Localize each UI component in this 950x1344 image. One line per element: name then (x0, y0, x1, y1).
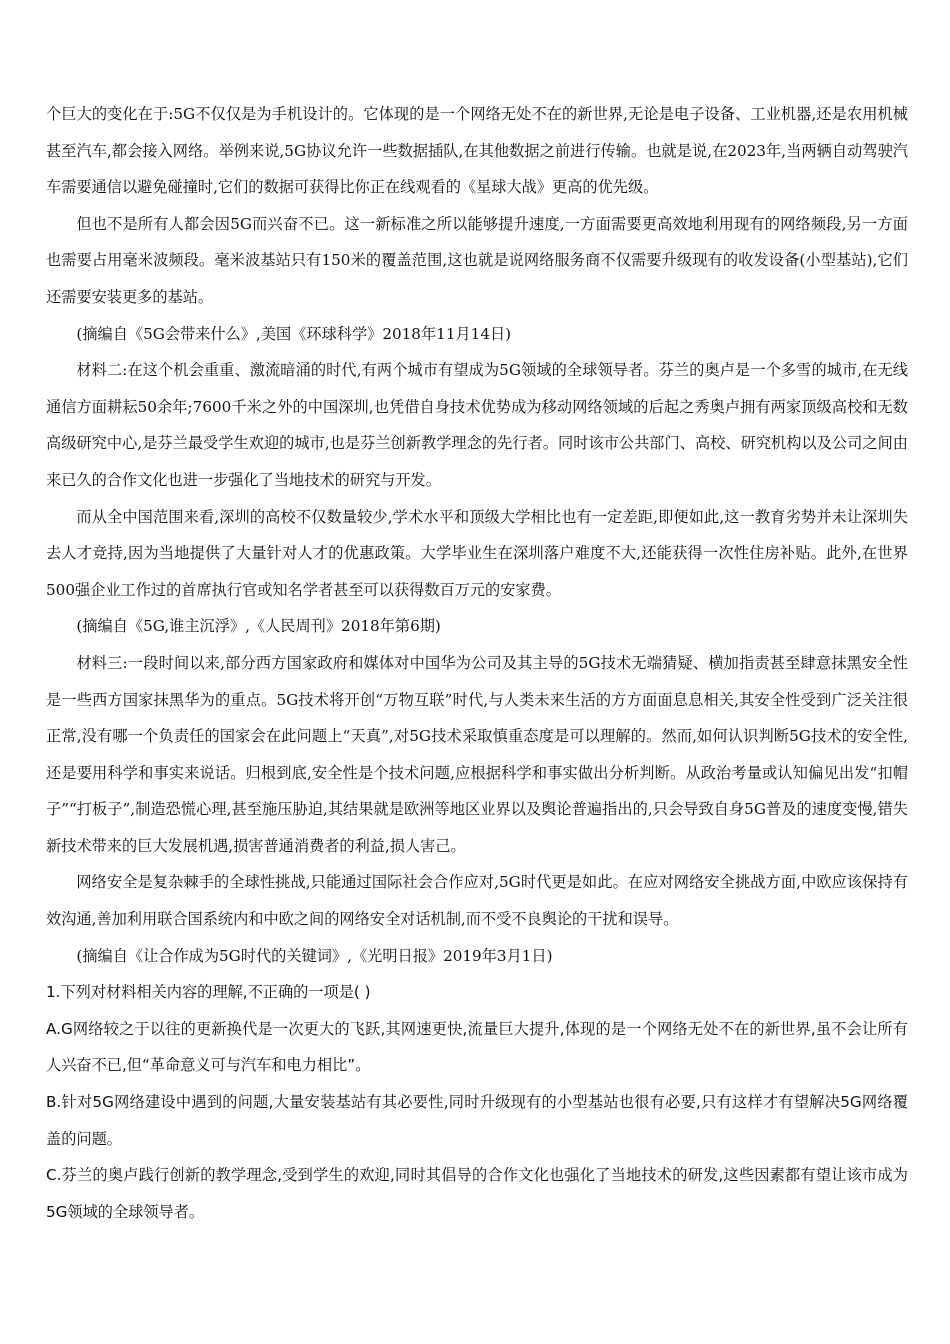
question-stem: 1.下列对材料相关内容的理解,不正确的一项是( ) (46, 983, 371, 1002)
question-option-a: A.G网络较之于以往的更新换代是一次更大的飞跃,其网速更快,流量巨大提升,体现的是一个网络无处不在的新世界,虽不会让所有人兴奋不已,但“革命意义可与汽车和电力相比”。 (46, 1019, 908, 1075)
source-citation: (摘编自《5G会带来什么》,美国《环球科学》2018年11月14日) (76, 324, 512, 343)
paragraph: 但也不是所有人都会因5G而兴奋不已。这一新标准之所以能够提升速度,一方面需要更高效地利用现有的网络频段,另一方面也需要占用毫米波频段。毫米波基站只有150米的覆盖范围,这也就是说网络服务商不仅需要升级现有的收发设备(小型基站),它们还需要安装更多的基站。 (46, 214, 908, 306)
paragraph: 而从全中国范围来看,深圳的高校不仅数量较少,学术水平和顶级大学相比也有一定差距,即便如此,这一教育劣势并未让深圳失去人才竞持,因为当地提供了大量针对人才的优惠政策。大学毕业生在深圳落户难度不大,还能获得一次性住房补贴。此外,在世界500强企业工作过的首席执行官或知名学者甚至可以获得数百万元的安家费。 (46, 507, 908, 599)
paragraph: 个巨大的变化在于:5G不仅仅是为手机设计的。它体现的是一个网络无处不在的新世界,无论是电子设备、工业机器,还是农用机械甚至汽车,都会接入网络。举例来说,5G协议允许一些数据插队,在其他数据之前进行传输。也就是说,在2023年,当两辆自动驾驶汽车需要通信以避免碰撞时,它们的数据可获得比你正在线观看的《星球大战》更高的优先级。 (46, 105, 908, 197)
question-option-c: C.芬兰的奥卢践行创新的教学理念,受到学生的欢迎,同时其倡导的合作文化也强化了当地技术的研发,这些因素都有望让该市成为5G领域的全球领导者。 (46, 1166, 908, 1221)
paragraph: 材料三:一段时间以来,部分西方国家政府和媒体对中国华为公司及其主导的5G技术无端猜疑、横加指责甚至肆意抹黑安全性是一些西方国家抹黑华为的重点。5G技术将开创“万物互联”时代,与人类未来生活的方方面面息息相关,其安全性受到广泛关注很正常,没有哪一个负责任的国家会在此问题上“天真”,对5G技术采取慎重态度是可以理解的。然而,如何认识判断5G技术的安全性,还是要用科学和事实来说话。归根到底,安全性是个技术问题,应根据科学和事实做出分析判断。从政治考量或认知偏见出发“扣帽子”“打板子”,制造恐慌心理,甚至施压胁迫,其结果就是欧洲等地区业界以及舆论普遍指出的,只会导致自身5G普及的速度变慢,错失新技术带来的巨大发展机遇,损害普通消费者的利益,损人害己。 (46, 653, 908, 855)
document-page (46, 96, 908, 1230)
paragraph: 材料二:在这个机会重重、激流暗涌的时代,有两个城市有望成为5G领域的全球领导者。芬兰的奥卢是一个多雪的城市,在无线通信方面耕耘50余年;7600千米之外的中国深圳,也凭借自身技术优势成为移动网络领域的后起之秀奥卢拥有两家顶级高校和无数高级研究中心,是芬兰最受学生欢迎的城市,也是芬兰创新教学理念的先行者。同时该市公共部门、高校、研究机构以及公司之间由来已久的合作文化也进一步强化了当地技术的研究与开发。 (46, 361, 908, 489)
question-option-b: B.针对5G网络建设中遇到的问题,大量安装基站有其必要性,同时升级现有的小型基站也很有必要,只有这样才有望解决5G网络覆盖的问题。 (46, 1093, 908, 1148)
paragraph: 网络安全是复杂棘手的全球性挑战,只能通过国际社会合作应对,5G时代更是如此。在应对网络安全挑战方面,中欧应该保持有效沟通,善加利用联合国系统内和中欧之间的网络安全对话机制,而不受不良舆论的干扰和误导。 (46, 873, 908, 929)
source-citation: (摘编自《5G,谁主沉浮》,《人民周刊》2018年第6期) (76, 617, 441, 636)
source-citation: (摘编自《让合作成为5G时代的关键词》,《光明日报》2019年3月1日) (76, 946, 553, 965)
